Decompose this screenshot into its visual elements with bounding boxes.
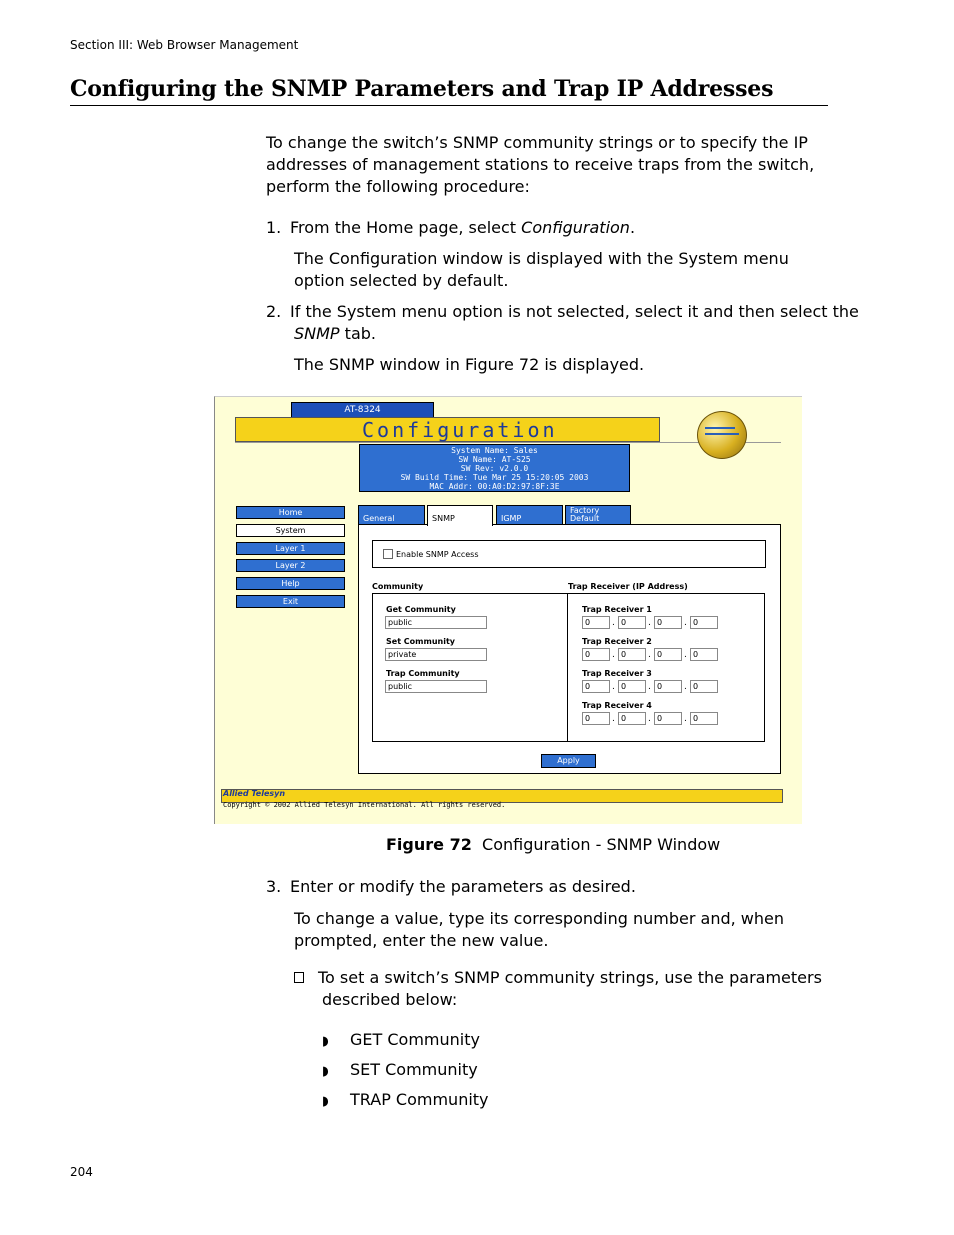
intro-line: perform the following procedure:: [266, 177, 530, 196]
ip-dot: .: [684, 618, 687, 628]
trap-receiver-4-octet-2[interactable]: 0: [618, 712, 646, 725]
trap-receiver-3-octet-3[interactable]: 0: [654, 680, 682, 693]
set-community-input[interactable]: private: [385, 648, 487, 661]
figure-label: Figure 72: [386, 835, 472, 854]
sw-name: SW Name: AT-S25: [458, 455, 531, 464]
list-item: [322, 1056, 489, 1086]
step-text: From the Home page, select: [290, 218, 522, 237]
globe-logo-icon: [697, 411, 747, 459]
step-text: .: [629, 218, 636, 237]
step-3: [266, 876, 636, 898]
system-info-box: [359, 444, 630, 492]
trap-receiver-4-octet-1[interactable]: 0: [582, 712, 610, 725]
ip-dot: .: [648, 618, 651, 628]
get-community-label: Get Community: [386, 605, 456, 614]
trap-receiver-2-label: Trap Receiver 2: [582, 637, 652, 646]
step-text: If the System menu option is not selected, select it and then select the: [290, 302, 859, 321]
triangle-bullet-icon: ◗: [322, 1094, 329, 1109]
trap-receiver-3-octet-4[interactable]: 0: [690, 680, 718, 693]
note-line: option selected by default.: [294, 271, 509, 290]
list-text: described below:: [322, 990, 458, 1009]
ip-dot: .: [684, 682, 687, 692]
get-community-input[interactable]: public: [385, 616, 487, 629]
apply-button[interactable]: Apply: [541, 754, 596, 768]
list-item-text: TRAP Community: [350, 1090, 489, 1109]
step-number: 3.: [266, 877, 282, 896]
ip-dot: .: [612, 618, 615, 628]
globe-band: [705, 433, 739, 435]
checkbox-bullet-icon: [294, 972, 304, 983]
intro-line: To change the switch’s SNMP community strings or to specify the IP: [266, 133, 808, 152]
trap-receiver-3-octet-1[interactable]: 0: [582, 680, 610, 693]
device-tab: AT-8324: [291, 402, 434, 418]
enable-snmp-label: Enable SNMP Access: [396, 550, 479, 559]
figure-title: Configuration - SNMP Window: [482, 835, 721, 854]
note-line: To change a value, type its corresponding number and, when: [294, 909, 785, 928]
tab-factory-default[interactable]: [565, 505, 631, 524]
ip-dot: .: [612, 714, 615, 724]
intro-paragraph: [266, 132, 814, 198]
tab-general[interactable]: General: [358, 505, 425, 524]
system-name: System Name: Sales: [451, 446, 538, 455]
trap-receiver-2-octet-4[interactable]: 0: [690, 648, 718, 661]
section-header: Section III: Web Browser Management: [70, 38, 299, 52]
list-item: [322, 1026, 489, 1056]
allied-telesyn-logo: Allied Telesyn: [223, 789, 286, 798]
tab-label: Default: [570, 514, 600, 523]
nav-system-button[interactable]: System: [236, 524, 345, 537]
list-item-text: SET Community: [350, 1060, 478, 1079]
trap-receiver-1-octet-4[interactable]: 0: [690, 616, 718, 629]
step-emphasis: Configuration: [521, 218, 630, 237]
note-line: prompted, enter the new value.: [294, 931, 549, 950]
ip-dot: .: [648, 650, 651, 660]
trap-receiver-2-octet-2[interactable]: 0: [618, 648, 646, 661]
step-1: [266, 217, 635, 239]
enable-snmp-checkbox[interactable]: [383, 549, 393, 559]
ip-dot: .: [612, 682, 615, 692]
sw-build-time: SW Build Time: Tue Mar 25 15:20:05 2003: [400, 473, 589, 482]
ip-dot: .: [684, 714, 687, 724]
figure-caption: [386, 835, 720, 854]
trap-receiver-1-octet-1[interactable]: 0: [582, 616, 610, 629]
step-2: [266, 301, 859, 345]
copyright-text: Copyright © 2002 Allied Telesyn International. All rights reserved.: [223, 801, 506, 809]
triangle-bullet-icon: ◗: [322, 1064, 329, 1079]
list-item: [322, 1086, 489, 1116]
step-3-note: [294, 908, 784, 952]
step-number: 2.: [266, 302, 282, 321]
community-list: [322, 1026, 489, 1116]
globe-band: [705, 427, 735, 429]
trap-receiver-1-octet-2[interactable]: 0: [618, 616, 646, 629]
column-divider: [567, 593, 568, 741]
ip-dot: .: [648, 714, 651, 724]
page-title: Configuring the SNMP Parameters and Trap IP Addresses: [70, 76, 828, 106]
note-line: The Configuration window is displayed with the System menu: [294, 249, 789, 268]
trap-receiver-2-octet-1[interactable]: 0: [582, 648, 610, 661]
tab-igmp[interactable]: IGMP: [496, 505, 563, 524]
trap-community-label: Trap Community: [386, 669, 460, 678]
triangle-bullet-icon: ◗: [322, 1034, 329, 1049]
step-number: 1.: [266, 218, 282, 237]
page-number: 204: [70, 1165, 93, 1179]
step-1-note: [294, 248, 789, 292]
nav-layer1-button[interactable]: Layer 1: [236, 542, 345, 555]
intro-line: addresses of management stations to receive traps from the switch,: [266, 155, 815, 174]
sw-rev: SW Rev: v2.0.0: [460, 464, 529, 473]
nav-layer2-button[interactable]: Layer 2: [236, 559, 345, 572]
ip-dot: .: [612, 650, 615, 660]
trap-receiver-4-octet-4[interactable]: 0: [690, 712, 718, 725]
trap-receiver-2-octet-3[interactable]: 0: [654, 648, 682, 661]
trap-receiver-1-label: Trap Receiver 1: [582, 605, 652, 614]
step-emphasis: SNMP: [294, 324, 340, 343]
trap-receiver-4-octet-3[interactable]: 0: [654, 712, 682, 725]
set-community-label: Set Community: [386, 637, 456, 646]
configuration-banner: Configuration: [235, 417, 660, 442]
ip-dot: .: [684, 650, 687, 660]
list-text: To set a switch’s SNMP community strings, use the parameters: [318, 968, 822, 987]
trap-receiver-4-label: Trap Receiver 4: [582, 701, 652, 710]
trap-receiver-header: Trap Receiver (IP Address): [568, 582, 688, 591]
community-header: Community: [372, 582, 424, 591]
tab-snmp[interactable]: SNMP: [427, 505, 493, 526]
mac-addr: MAC Addr: 00:A0:D2:97:8F:3E: [429, 482, 560, 491]
community-strings-item: [294, 967, 822, 1011]
ip-dot: .: [648, 682, 651, 692]
trap-receiver-3-octet-2[interactable]: 0: [618, 680, 646, 693]
trap-receiver-1-octet-3[interactable]: 0: [654, 616, 682, 629]
list-item-text: GET Community: [350, 1030, 480, 1049]
trap-receiver-3-label: Trap Receiver 3: [582, 669, 652, 678]
snmp-window-screenshot: [214, 396, 802, 824]
step-text: tab.: [339, 324, 376, 343]
nav-exit-button[interactable]: Exit: [236, 595, 345, 608]
step-2-note: The SNMP window in Figure 72 is displayed.: [294, 355, 645, 374]
tab-label: Factory: [570, 506, 600, 515]
nav-help-button[interactable]: Help: [236, 577, 345, 590]
nav-home-button[interactable]: Home: [236, 506, 345, 519]
step-text: Enter or modify the parameters as desired.: [290, 877, 636, 896]
trap-community-input[interactable]: public: [385, 680, 487, 693]
